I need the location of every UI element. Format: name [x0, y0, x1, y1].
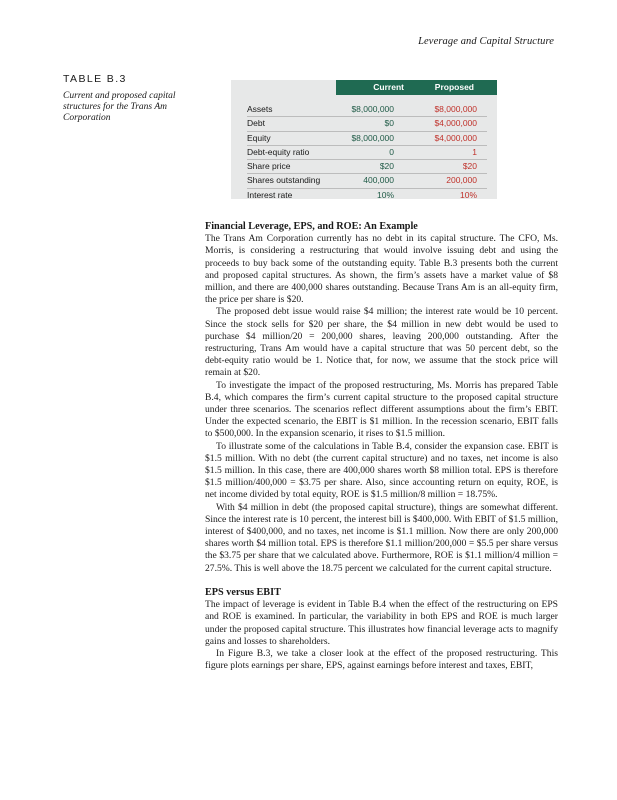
- current-value: $0: [384, 118, 394, 129]
- column-header-proposed: Proposed: [434, 82, 474, 92]
- current-value: 400,000: [363, 175, 394, 186]
- table-caption: Current and proposed capital structures for the Trans Am Corporation: [63, 91, 176, 123]
- proposed-value: $20: [462, 161, 477, 172]
- table-row: [247, 174, 487, 188]
- current-value: $20: [379, 161, 394, 172]
- paragraph: The Trans Am Corporation currently has no debt in its capital structure. The CFO, Ms. Morris, is considering a restructuring that would involve issuing debt and using the proceeds to buy back some of the outstanding equity. Table B.3 presents both the current and proposed capital structures. As shown, the firm’s assets have a market value of $8 million, and there are 400,000 shares outstanding. Because Trans Am is an all-equity firm, the price per share is $20.: [205, 233, 558, 306]
- table-row: [247, 132, 487, 146]
- column-header-current: Current: [373, 82, 404, 92]
- table-label: TABLE B.3: [63, 73, 127, 85]
- current-value: $8,000,000: [351, 132, 394, 143]
- table-rows: [247, 103, 487, 202]
- row-label: Debt-equity ratio: [247, 146, 310, 157]
- current-value: 0: [389, 146, 394, 157]
- proposed-value: 1: [472, 146, 477, 157]
- row-label: Share price: [247, 161, 291, 172]
- row-label: Shares outstanding: [247, 175, 321, 186]
- row-label: Debt: [247, 118, 265, 129]
- paragraph: With $4 million in debt (the proposed capital structure), things are somewhat different. Since the interest rate is 10 percent, the interest bill is $400,000. With EBIT of $1.5 million, interest of $400,000, and no taxes, net income is $1.1 million. Now there are only 200,000 shares worth $4 million total. EPS is therefore $1.1 million/200,000 = $5.5 per share versus the $3.75 per share that we calculated above. Furthermore, ROE is $1.1 million/4 million = 27.5%. This is well above the 18.75 percent we calculated for the current capital structure.: [205, 501, 558, 574]
- row-label: Equity: [247, 132, 271, 143]
- table-row: [247, 189, 487, 202]
- current-value: 10%: [376, 189, 394, 200]
- row-label: Interest rate: [247, 189, 293, 200]
- paragraph: In Figure B.3, we take a closer look at the effect of the proposed restructuring. This figure plots earnings per share, EPS, against earnings before interest and taxes, EBIT,: [205, 647, 558, 672]
- proposed-value: $4,000,000: [434, 118, 477, 129]
- table-row: [247, 103, 487, 117]
- section-heading: EPS versus EBIT: [205, 586, 281, 598]
- paragraph: To investigate the impact of the proposed restructuring, Ms. Morris has prepared Table B.4, which compares the firm’s current capital structure to the proposed capital structure under three scenarios. The scenarios reflect different assumptions about the firm’s EBIT. Under the expected scenario, the EBIT is $1 million. In the recession scenario, EBIT falls to $500,000. In the expansion scenario, it rises to $1.5 million.: [205, 379, 558, 440]
- paragraph: To illustrate some of the calculations in Table B.4, consider the expansion case. EBIT is $1.5 million. With no debt (the current capital structure) and no taxes, net income is also $1.5 million. In this case, there are 400,000 shares worth $8 million total. EPS is therefore $1.5 million/400,000 = $3.75 per share. Also, since accounting return on equity, ROE, is net income divided by total equity, ROE is $1.5 million/8 million = 18.75%.: [205, 440, 558, 501]
- paragraph: The proposed debt issue would raise $4 million; the interest rate would be 10 percent. Since the stock sells for $20 per share, the $4 million in new debt would be used to purchase $4 million/20 = 200,000 shares, leaving 200,000 outstanding. After the restructuring, Trans Am would have a capital structure that was 50 percent debt, so the debt-equity ratio would be 1. Notice that, for now, we assume that the stock price will remain at $20.: [205, 306, 558, 379]
- table-row: [247, 146, 487, 160]
- proposed-value: $4,000,000: [434, 132, 477, 143]
- proposed-value: 200,000: [446, 175, 477, 186]
- table-header-bar: [336, 80, 497, 95]
- body-text: [205, 221, 558, 672]
- current-value: $8,000,000: [351, 104, 394, 114]
- proposed-value: $8,000,000: [434, 104, 477, 114]
- table-row: [247, 117, 487, 131]
- section-heading: Financial Leverage, EPS, and ROE: An Example: [205, 221, 418, 232]
- table-row: [247, 160, 487, 174]
- running-header: Leverage and Capital Structure: [418, 36, 554, 47]
- paragraph: The impact of leverage is evident in Table B.4 when the effect of the restructuring on EPS and ROE is examined. In particular, the variability in both EPS and ROE is much larger under the proposed capital structure. This illustrates how financial leverage acts to magnify gains and losses to shareholders.: [205, 599, 558, 647]
- proposed-value: 10%: [459, 189, 477, 200]
- capital-structure-table: [231, 80, 497, 199]
- row-label: Assets: [247, 104, 273, 114]
